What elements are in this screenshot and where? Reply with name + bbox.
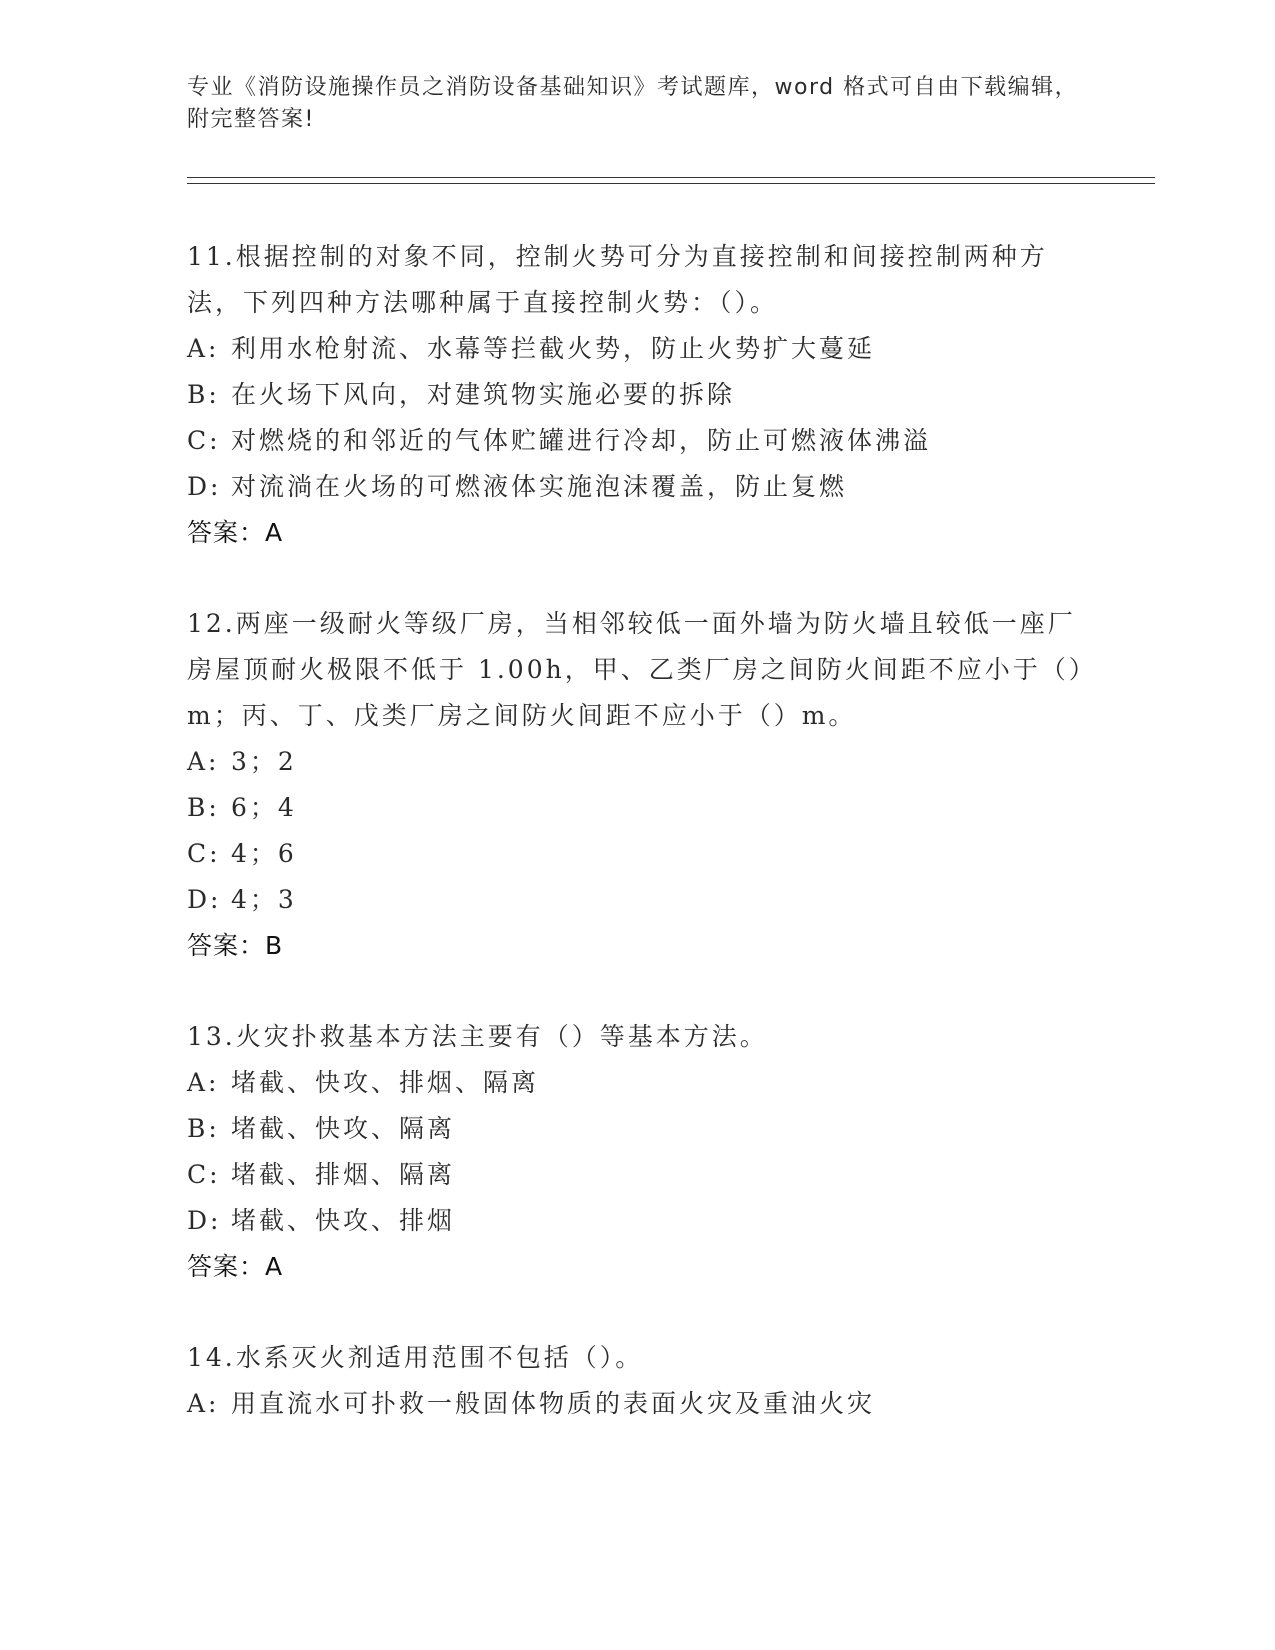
option-letter: A: (187, 747, 220, 776)
answer-line: 答案：A (187, 1252, 284, 1281)
option-d (187, 877, 1087, 923)
option-text: 用直流水可扑救一般固体物质的表面火灾及重油火灾 (231, 1389, 876, 1418)
question-list (187, 234, 1087, 1472)
option-a (187, 326, 1087, 372)
option-c (187, 418, 1087, 464)
option-c (187, 831, 1087, 877)
option-text: 对燃烧的和邻近的气体贮罐进行冷却，防止可燃液体沸溢 (231, 426, 932, 455)
option-b (187, 1106, 1087, 1152)
answer-line: 答案：A (187, 518, 284, 547)
option-letter: C: (187, 1160, 221, 1189)
option-a (187, 1060, 1087, 1106)
option-letter: C: (187, 426, 221, 455)
question-text: 12.两座一级耐火等级厂房，当相邻较低一面外墙为防火墙且较低一座厂房屋顶耐火极限不低于 1.00h，甲、乙类厂房之间防火间距不应小于（）m；丙、丁、戊类厂房之间防火间距不应小于（）m。 (187, 609, 1085, 730)
option-d (187, 1198, 1087, 1244)
question-13 (187, 1014, 1087, 1290)
header-divider-bottom (187, 183, 1155, 184)
option-text: 堵截、快攻、排烟、隔离 (231, 1068, 540, 1097)
option-a (187, 739, 1087, 785)
question-14 (187, 1335, 1087, 1427)
option-letter: D: (187, 1206, 222, 1235)
header-divider-top (187, 177, 1155, 178)
option-text: 6；4 (231, 793, 297, 822)
option-d (187, 464, 1087, 510)
option-b (187, 372, 1087, 418)
option-text: 利用水枪射流、水幕等拦截火势，防止火势扩大蔓延 (231, 334, 876, 363)
option-letter: B: (187, 380, 220, 409)
option-text: 堵截、快攻、隔离 (231, 1114, 456, 1143)
option-text: 4；6 (231, 839, 297, 868)
option-letter: B: (187, 793, 220, 822)
option-letter: B: (187, 1114, 220, 1143)
answer-line: 答案：B (187, 931, 284, 960)
option-letter: A: (187, 334, 220, 363)
option-text: 堵截、排烟、隔离 (231, 1160, 456, 1189)
option-text: 堵截、快攻、排烟 (231, 1206, 456, 1235)
option-text: 在火场下风向，对建筑物实施必要的拆除 (231, 380, 736, 409)
question-12 (187, 601, 1087, 969)
option-text: 3；2 (231, 747, 297, 776)
question-text: 13.火灾扑救基本方法主要有（）等基本方法。 (187, 1022, 768, 1051)
option-letter: C: (187, 839, 221, 868)
option-a (187, 1381, 1087, 1427)
option-c (187, 1152, 1087, 1198)
option-letter: A: (187, 1068, 220, 1097)
question-11 (187, 234, 1087, 556)
option-letter: D: (187, 472, 222, 501)
option-text: 4；3 (231, 885, 297, 914)
option-letter: A: (187, 1389, 220, 1418)
document-header: 专业《消防设施操作员之消防设备基础知识》考试题库，word 格式可自由下载编辑，附完整答案! (187, 75, 1079, 132)
option-text: 对流淌在火场的可燃液体实施泡沫覆盖，防止复燃 (231, 472, 848, 501)
question-text: 14.水系灭火剂适用范围不包括（）。 (187, 1343, 644, 1372)
question-text: 11.根据控制的对象不同，控制火势可分为直接控制和间接控制两种方法，下列四种方法哪种属于直接控制火势：（）。 (187, 242, 1048, 317)
option-b (187, 785, 1087, 831)
option-letter: D: (187, 885, 222, 914)
